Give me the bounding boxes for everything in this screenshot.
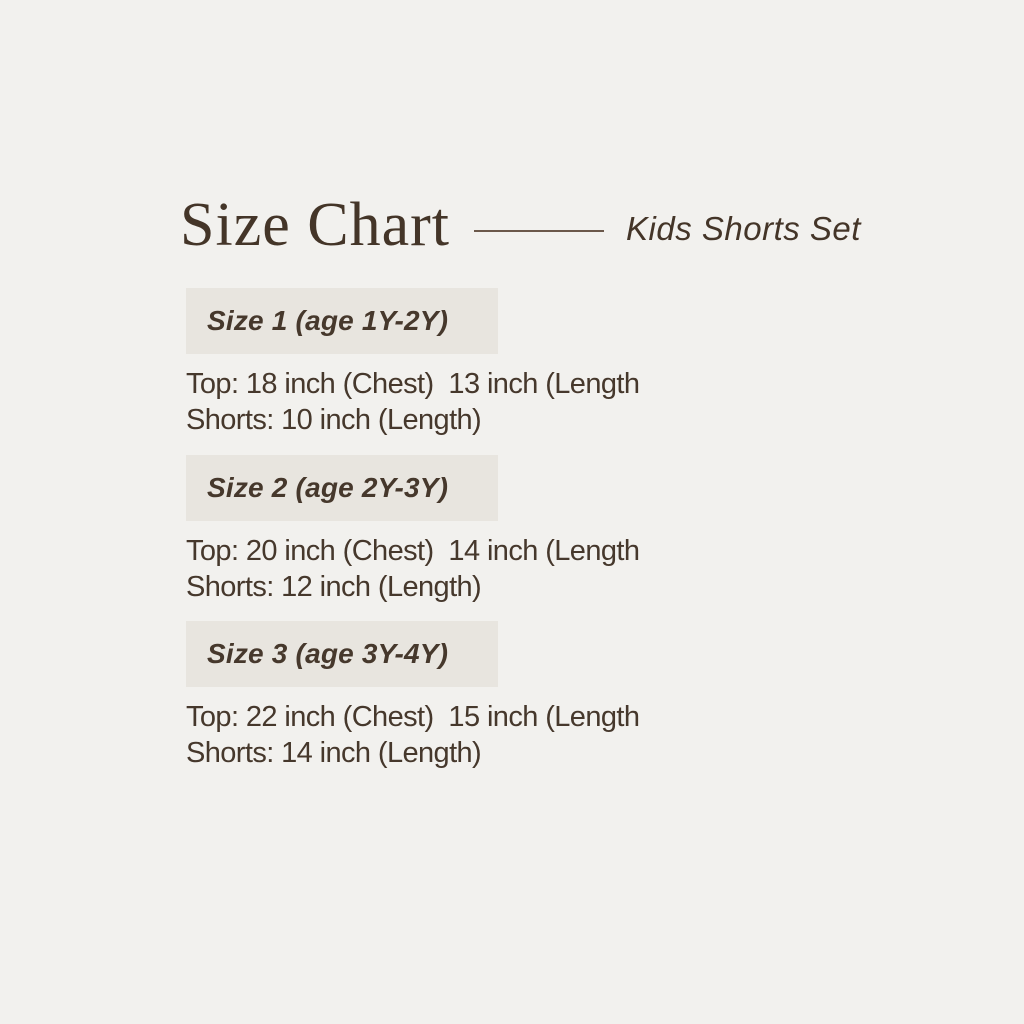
size-2-top-measurements: Top: 20 inch (Chest) 14 inch (Length (186, 535, 640, 567)
page-title: Size Chart (180, 191, 450, 259)
size-3-top-measurements: Top: 22 inch (Chest) 15 inch (Length (186, 701, 640, 733)
divider-line (474, 230, 604, 232)
size-3-shorts-measurements: Shorts: 14 inch (Length) (186, 737, 482, 769)
size-1-header-bar (186, 288, 498, 354)
size-1-header-label: Size 1 (age 1Y-2Y) (207, 305, 449, 336)
product-subtitle: Kids Shorts Set (626, 209, 861, 247)
size-3-header-label: Size 3 (age 3Y-4Y) (207, 638, 449, 669)
size-1-top-measurements: Top: 18 inch (Chest) 13 inch (Length (186, 368, 640, 400)
size-3-header-bar (186, 621, 498, 687)
size-section-1 (186, 288, 746, 438)
size-section-3 (186, 621, 746, 771)
size-2-header-label: Size 2 (age 2Y-3Y) (207, 472, 449, 503)
size-section-2 (186, 455, 746, 605)
size-2-shorts-measurements: Shorts: 12 inch (Length) (186, 571, 482, 603)
size-2-header-bar (186, 455, 498, 521)
size-1-shorts-measurements: Shorts: 10 inch (Length) (186, 404, 482, 436)
header (180, 193, 861, 258)
